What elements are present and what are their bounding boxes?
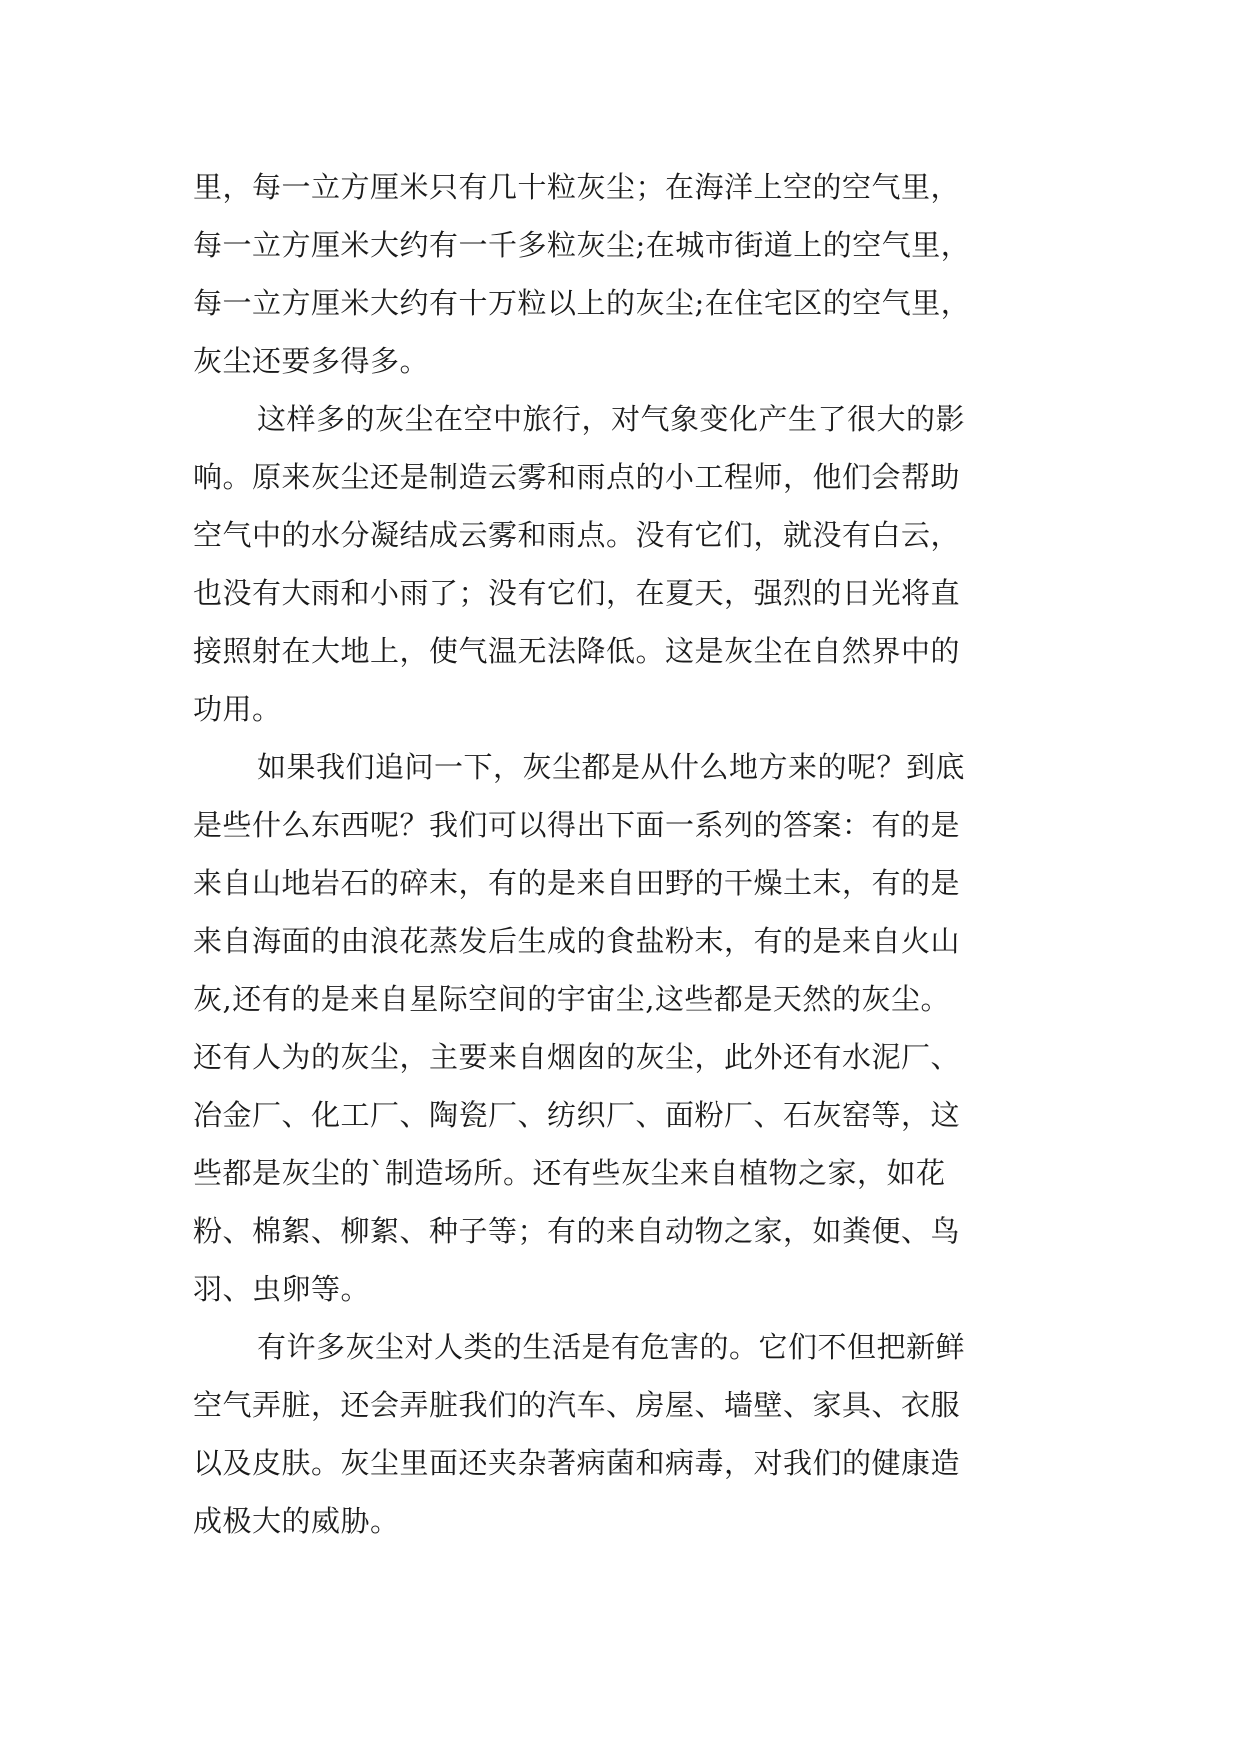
- text-line: 粉、棉絮、柳絮、种子等；有的来自动物之家，如粪便、鸟: [193, 1214, 961, 1248]
- text-line: 也没有大雨和小雨了；没有它们，在夏天，强烈的日光将直: [193, 576, 961, 610]
- paragraph-3: [193, 738, 1093, 1318]
- text-line: 来自山地岩石的碎末，有的是来自田野的干燥土末，有的是: [193, 866, 961, 900]
- text-line: 接照射在大地上，使气温无法降低。这是灰尘在自然界中的: [193, 634, 961, 668]
- text-line: 以及皮肤。灰尘里面还夹杂著病菌和病毒，对我们的健康造: [193, 1446, 961, 1480]
- text-line: 这样多的灰尘在空中旅行，对气象变化产生了很大的影: [257, 402, 966, 436]
- text-line: 还有人为的灰尘，主要来自烟囱的灰尘，此外还有水泥厂、: [193, 1040, 961, 1074]
- text-line: 响。原来灰尘还是制造云雾和雨点的小工程师，他们会帮助: [193, 460, 961, 494]
- text-line: 灰,还有的是来自星际空间的宇宙尘,这些都是天然的灰尘。: [193, 982, 950, 1016]
- text-line: 里，每一立方厘米只有几十粒灰尘；在海洋上空的空气里，: [193, 170, 961, 204]
- text-line: 每一立方厘米大约有一千多粒灰尘;在城市街道上的空气里，: [193, 228, 971, 262]
- body-text: [193, 158, 1093, 1550]
- text-line: 空气中的水分凝结成云雾和雨点。没有它们，就没有白云，: [193, 518, 961, 552]
- text-line: 每一立方厘米大约有十万粒以上的灰尘;在住宅区的空气里，: [193, 286, 971, 320]
- text-line: 如果我们追问一下，灰尘都是从什么地方来的呢？到底: [257, 750, 966, 784]
- text-line: 功用。: [193, 692, 282, 726]
- text-line: 有许多灰尘对人类的生活是有危害的。它们不但把新鲜: [257, 1330, 966, 1364]
- paragraph-1: [193, 158, 1093, 390]
- text-line: 灰尘还要多得多。: [193, 344, 430, 378]
- text-line: 羽、虫卵等。: [193, 1272, 371, 1306]
- text-line: 是些什么东西呢？我们可以得出下面一系列的答案：有的是: [193, 808, 961, 842]
- text-line: 成极大的威胁。: [193, 1504, 400, 1538]
- text-line: 来自海面的由浪花蒸发后生成的食盐粉末，有的是来自火山: [193, 924, 961, 958]
- text-line: 冶金厂、化工厂、陶瓷厂、纺织厂、面粉厂、石灰窑等，这: [193, 1098, 961, 1132]
- text-line: 空气弄脏，还会弄脏我们的汽车、房屋、墙壁、家具、衣服: [193, 1388, 961, 1422]
- text-line: 些都是灰尘的`制造场所。还有些灰尘来自植物之家，如花: [193, 1156, 946, 1190]
- paragraph-2: [193, 390, 1093, 738]
- paragraph-4: [193, 1318, 1093, 1550]
